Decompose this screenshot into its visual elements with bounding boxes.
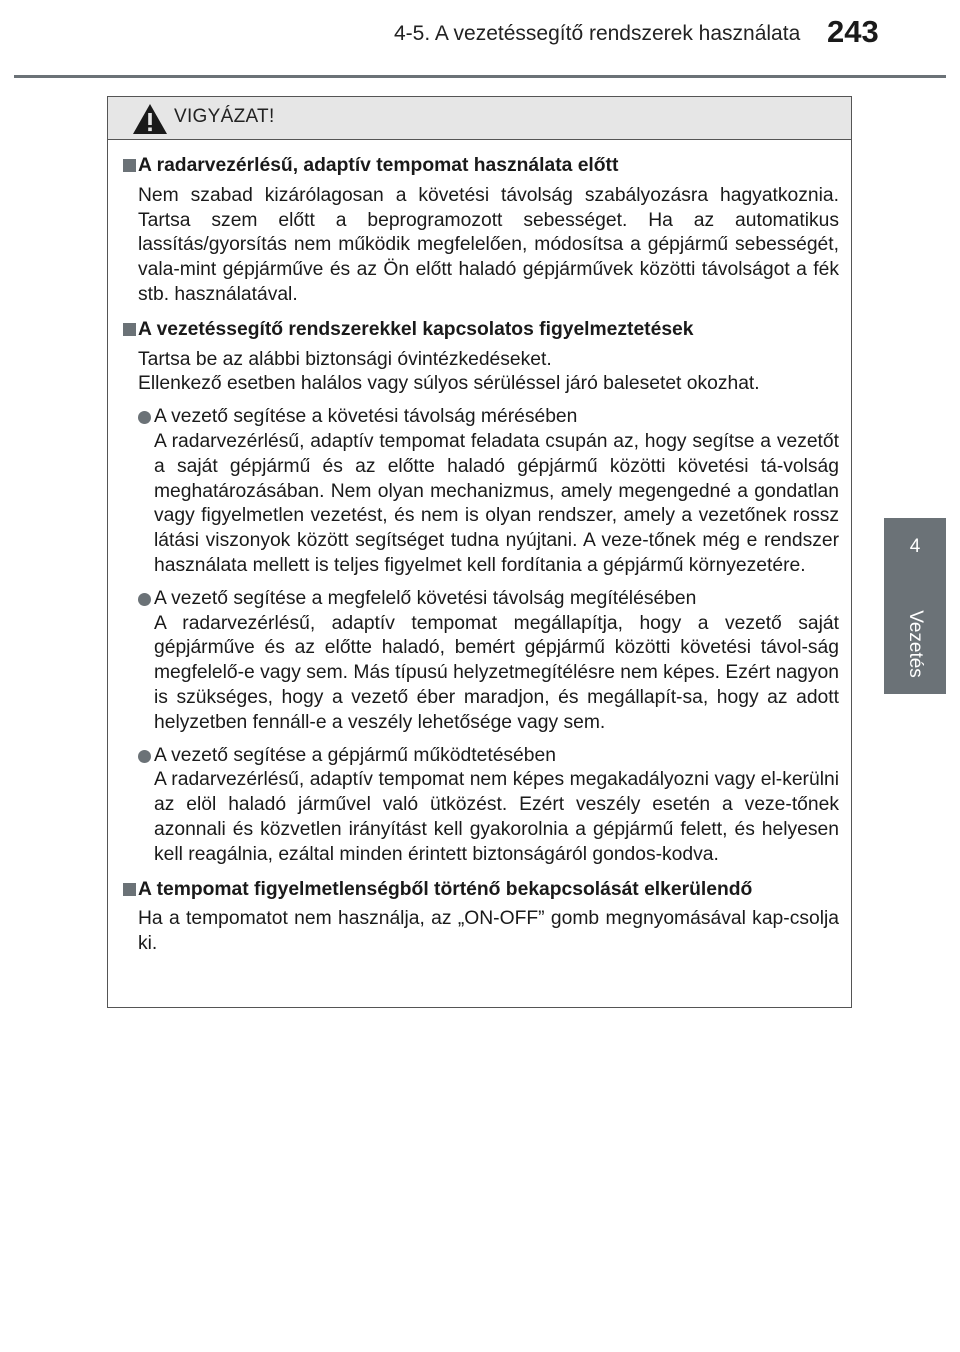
section-heading-text: A radarvezérlésű, adaptív tempomat használata előtt	[138, 155, 619, 176]
section-title: 4-5. A vezetéssegítő rendszerek használata	[394, 22, 801, 45]
caution-body	[108, 140, 851, 957]
warning-triangle-icon	[132, 103, 168, 135]
bullet-text: A radarvezérlésű, adaptív tempomat nem képes megakadályozni vagy el-kerülni az elöl haladó járművel való ütközést. Ezért veszély esetén a veze-tőnek azonnali és közvetlen irányítást kell gyakorolnia a gépjármű felett, és helyesen kell reagálnia, ezáltal minden érintett biztonságáról gondos-kodva.	[154, 769, 839, 865]
section-heading	[123, 154, 839, 179]
bullet-text: A radarvezérlésű, adaptív tempomat megállapítja, hogy a vezető saját gépjárműve és az előtte haladó, bemért gépjármű közötti követési távol-ság megfelelő-e vagy sem. Más típusú helyzetmegítélésre nem képes. Ezért nagyon is szükséges, hogy a vezető éber maradjon, és megállapít-sa, hogy az adott helyzetben fennáll-e a veszély lehetősége vagy sem.	[154, 612, 839, 733]
caution-box	[107, 96, 852, 1008]
bullet-heading: A vezető segítése a megfelelő követési távolság megítélésében	[154, 587, 697, 609]
section-heading	[123, 318, 839, 343]
caution-title: VIGYÁZAT!	[174, 106, 275, 127]
round-bullet-icon	[138, 411, 151, 424]
header-divider	[14, 75, 946, 78]
section-heading-text: A tempomat figyelmetlenségből történő bekapcsolását elkerülendő	[138, 878, 753, 900]
chapter-number: 4	[909, 536, 921, 557]
section-text	[123, 184, 839, 308]
square-bullet-icon	[123, 159, 136, 172]
square-bullet-icon	[123, 323, 136, 336]
round-bullet-icon	[138, 593, 151, 606]
chapter-label	[884, 594, 946, 694]
bullet-item	[123, 744, 839, 868]
section-heading-text: A vezetéssegítő rendszerekkel kapcsolatos figyelmeztetések	[138, 318, 694, 340]
chapter-tab	[884, 518, 946, 594]
round-bullet-icon	[138, 750, 151, 763]
section-text	[123, 348, 839, 398]
caution-section	[123, 878, 839, 957]
paragraph: Ha a tempomatot nem használja, az „ON-OFF” gomb megnyomásával kap-csolja ki.	[138, 908, 839, 955]
page-header	[0, 0, 960, 80]
bullet-heading: A vezető segítése a követési távolság mérésében	[154, 406, 578, 428]
section-text	[123, 907, 839, 957]
caution-section	[123, 154, 839, 308]
caution-header	[108, 97, 851, 140]
bullet-heading: A vezető segítése a gépjármű működtetésében	[154, 744, 556, 766]
page-number: 243	[827, 14, 879, 49]
chapter-name: Vezetés	[905, 610, 926, 678]
paragraph: Ellenkező esetben halálos vagy súlyos sérüléssel járó balesetet okozhat.	[138, 373, 760, 395]
bullet-item	[123, 587, 839, 736]
square-bullet-icon	[123, 883, 136, 896]
section-heading	[123, 878, 839, 903]
paragraph: Nem szabad kizárólagosan a követési távolság szabályozásra hagyatkoznia. Tartsa szem előtt a beprogramozott sebességet. Ha az automatikus lassítás/gyorsítás nem működik megfelelően, módosítsa a gépjármű sebességét, vala-mint gépjárműve és az Ön előtt haladó gépjárművek közötti távolságot a fék stb. használatával.	[138, 184, 839, 305]
bullet-item	[123, 405, 839, 579]
paragraph: Tartsa be az alábbi biztonsági óvintézkedéseket.	[138, 348, 552, 370]
caution-section	[123, 318, 839, 868]
bullet-text: A radarvezérlésű, adaptív tempomat feladata csupán az, hogy segítse a vezetőt a saját gépjármű és az előtte haladó gépjármű közötti követési tá-volság meghatározásában. Nem olyan mechanizmus, amely megengedné a gondatlan vagy figyelmetlen vezetést, és nem is olyan rendszer, amely a vezetőnek rossz látási viszonyok között segítséget tudna nyújtani. A veze-tőnek még e rendszer használata mellett is teljes figyelmet kell fordítania a gépjármű környezetére.	[154, 430, 839, 576]
